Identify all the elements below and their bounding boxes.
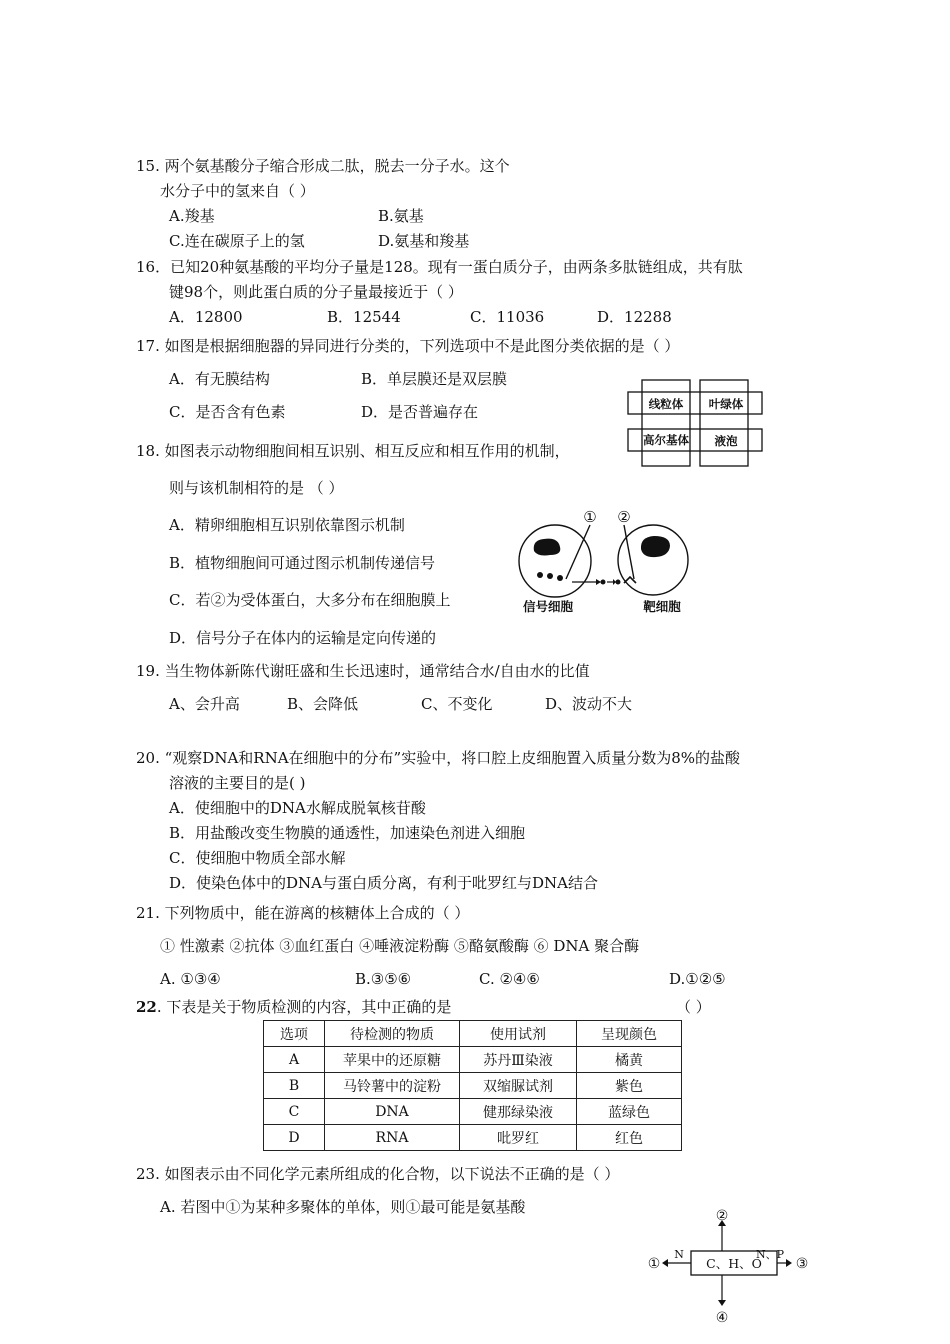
q15-option-d: D.氨基和羧基 <box>378 232 470 250</box>
target-cell-nucleus <box>641 536 670 557</box>
label-mitochondria: 线粒体 <box>648 397 684 411</box>
q16-stem-line1: 16．已知20种氨基酸的平均分子量是128。现有一蛋白质分子，由两条多肽链组成，共有肽 <box>136 258 743 276</box>
q18-option-b: B．植物细胞间可通过图示机制传递信号 <box>169 554 436 572</box>
arrow-down <box>718 1300 726 1306</box>
table-cell: 双缩脲试剂 <box>460 1073 577 1099</box>
q17-option-c: C．是否含有色素 <box>169 403 286 421</box>
detection-table <box>263 1020 682 1151</box>
table-cell: 红色 <box>577 1125 682 1151</box>
q21-items: ① 性激素 ②抗体 ③血红蛋白 ④唾液淀粉酶 ⑤酪氨酸酶 ⑥ DNA 聚合酶 <box>160 937 640 955</box>
table-cell: 橘黄 <box>577 1047 682 1073</box>
q20-option-c: C．使细胞中物质全部水解 <box>169 849 346 867</box>
element-compound-figure <box>646 1206 812 1324</box>
table-cell: D <box>264 1125 325 1151</box>
target-cell <box>618 525 688 595</box>
compound-1: ① <box>647 1256 661 1272</box>
q16-option-c: C．11036 <box>470 308 545 326</box>
q18-stem-line2: 则与该机制相符的是 （ ） <box>169 479 344 497</box>
cell-signaling-figure <box>510 505 700 619</box>
table-cell: 紫色 <box>577 1073 682 1099</box>
q20-option-b: B．用盐酸改变生物膜的通透性，加速染色剂进入细胞 <box>169 824 526 842</box>
table-row <box>264 1047 682 1073</box>
center-label: C、H、O <box>706 1256 762 1271</box>
compound-3: ③ <box>795 1256 809 1272</box>
table-header: 选项 <box>264 1021 325 1047</box>
q17-option-a: A．有无膜结构 <box>169 370 270 388</box>
table-cell: 马铃薯中的淀粉 <box>325 1073 460 1099</box>
q15-option-c: C.连在碳原子上的氢 <box>169 232 305 250</box>
marker-2: ② <box>617 508 631 526</box>
q18-stem-line1: 18. 如图表示动物细胞间相互识别、相互反应和相互作用的机制， <box>136 442 570 460</box>
q22-answer-paren: （ ） <box>676 998 711 1016</box>
table-row <box>264 1125 682 1151</box>
compound-4: ④ <box>715 1310 729 1324</box>
q16-option-a: A．12800 <box>169 308 243 326</box>
q19-option-c: C、不变化 <box>421 695 493 713</box>
arrowhead-2 <box>613 579 616 585</box>
q15-option-a: A.羧基 <box>169 207 215 225</box>
left-element-label: N <box>674 1248 684 1261</box>
table-row <box>264 1073 682 1099</box>
target-cell-label: 靶细胞 <box>643 599 681 614</box>
organelle-classification-figure <box>622 376 768 470</box>
table-cell: C <box>264 1099 325 1125</box>
table-cell: 苹果中的还原糖 <box>325 1047 460 1073</box>
arrow-left <box>662 1259 668 1267</box>
q23-option-a: A. 若图中①为某种多聚体的单体，则①最可能是氨基酸 <box>160 1198 526 1216</box>
table-header: 使用试剂 <box>460 1021 577 1047</box>
table-cell: A <box>264 1047 325 1073</box>
q16-option-d: D．12288 <box>597 308 672 326</box>
table-cell: 吡罗红 <box>460 1125 577 1151</box>
q21-option-c: C. ②④⑥ <box>479 970 540 988</box>
q19-stem: 19. 当生物体新陈代谢旺盛和生长迅速时，通常结合水/自由水的比值 <box>136 662 590 680</box>
signal-cell-nucleus <box>534 539 561 556</box>
q17-option-b: B．单层膜还是双层膜 <box>361 370 508 388</box>
vertical-box-right <box>700 380 748 466</box>
q20-stem-line2: 溶液的主要目的是( ) <box>169 774 306 792</box>
table-cell: 苏丹Ⅲ染液 <box>460 1047 577 1073</box>
right-element-label: N、P <box>755 1248 785 1261</box>
vertical-box-left <box>642 380 690 466</box>
q19-option-d: D、波动不大 <box>545 695 633 713</box>
q21-stem: 21. 下列物质中，能在游离的核糖体上合成的（ ） <box>136 904 470 922</box>
q19-option-a: A、会升高 <box>169 695 240 713</box>
label-chloroplast: 叶绿体 <box>708 397 744 411</box>
table-header-row <box>264 1021 682 1047</box>
q21-option-a: A. ①③④ <box>160 970 221 988</box>
q15-stem-line1: 15. 两个氨基酸分子缩合形成二肽，脱去一分子水。这个 <box>136 157 510 175</box>
q21-option-d: D.①②⑤ <box>669 970 726 988</box>
q15-option-b: B.氨基 <box>378 207 424 225</box>
q22-stem-text: . 下表是关于物质检测的内容，其中正确的是 <box>156 998 452 1016</box>
q20-stem-line1: 20. “观察DNA和RNA在细胞中的分布”实验中，将口腔上皮细胞置入质量分数为8%的盐酸 <box>136 749 740 767</box>
q16-stem-line2: 键98个，则此蛋白质的分子量最接近于（ ） <box>169 283 463 301</box>
table-cell: 健那绿染液 <box>460 1099 577 1125</box>
arrowhead-1 <box>596 579 601 585</box>
q20-option-a: A．使细胞中的DNA水解成脱氧核苷酸 <box>169 799 426 817</box>
signal-cell <box>519 525 591 597</box>
q17-option-d: D．是否普遍存在 <box>361 403 479 421</box>
q19-option-b: B、会降低 <box>287 695 359 713</box>
table-header: 待检测的物质 <box>325 1021 460 1047</box>
table-cell: B <box>264 1073 325 1099</box>
table-cell: RNA <box>325 1125 460 1151</box>
q23-stem: 23. 如图表示由不同化学元素所组成的化合物，以下说法不正确的是（ ） <box>136 1165 620 1183</box>
table-cell: DNA <box>325 1099 460 1125</box>
q18-option-c: C．若②为受体蛋白，大多分布在细胞膜上 <box>169 591 451 609</box>
q22-stem <box>136 997 451 1017</box>
table-header: 呈现颜色 <box>577 1021 682 1047</box>
label-golgi: 高尔基体 <box>643 433 689 447</box>
table-cell: 蓝绿色 <box>577 1099 682 1125</box>
q15-stem-line2: 水分子中的氢来自（ ） <box>160 182 315 200</box>
table-row <box>264 1099 682 1125</box>
q18-option-d: D．信号分子在体内的运输是定向传递的 <box>169 629 437 647</box>
signal-cell-label: 信号细胞 <box>522 599 574 614</box>
q18-option-a: A．精卵细胞相互识别依靠图示机制 <box>169 516 405 534</box>
marker-1: ① <box>583 508 597 526</box>
q22-number: 22 <box>136 998 157 1016</box>
q20-option-d: D．使染色体中的DNA与蛋白质分离，有利于吡罗红与DNA结合 <box>169 874 598 892</box>
signal-molecules <box>537 572 621 585</box>
compound-2: ② <box>715 1208 729 1224</box>
q17-stem: 17. 如图是根据细胞器的异同进行分类的，下列选项中不是此图分类依据的是（ ） <box>136 337 680 355</box>
q21-option-b: B.③⑤⑥ <box>355 970 412 988</box>
label-vacuole: 液泡 <box>714 434 738 448</box>
arrow-right <box>786 1259 792 1267</box>
q16-option-b: B．12544 <box>327 308 401 326</box>
